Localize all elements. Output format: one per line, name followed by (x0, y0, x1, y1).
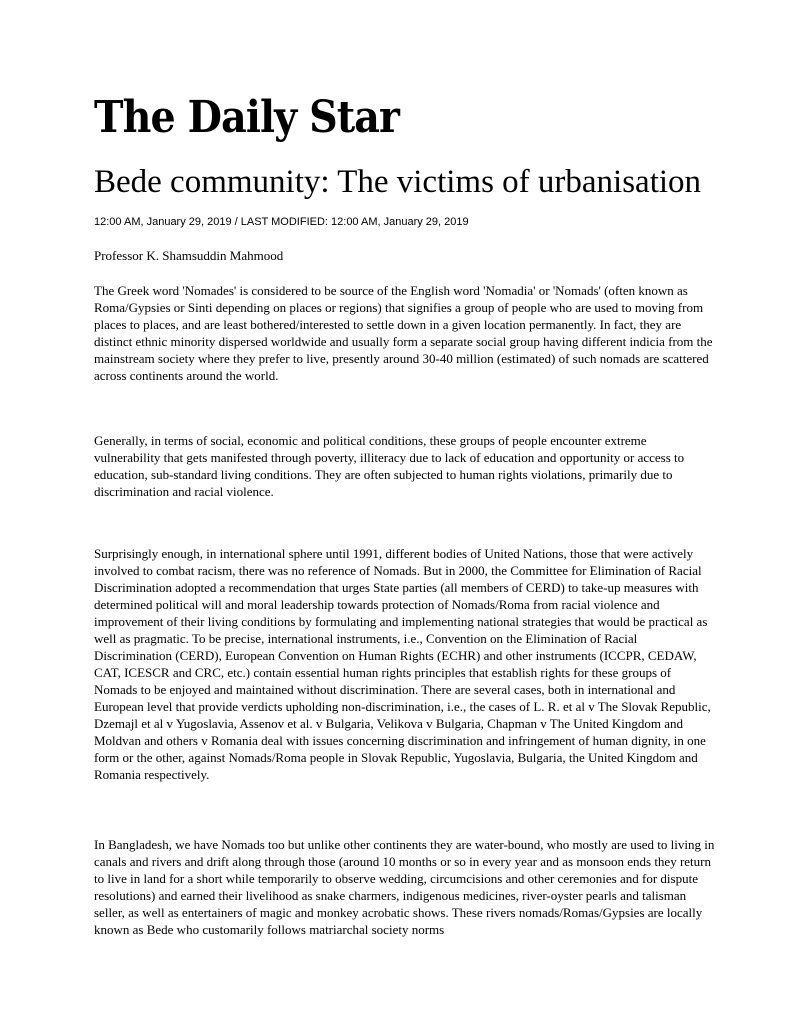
article-dateline: 12:00 AM, January 29, 2019 / LAST MODIFIED: 12:00 AM, January 29, 2019 (94, 216, 469, 228)
article-paragraph: The Greek word 'Nomades' is considered to be source of the English word 'Nomadia' or 'Nomads' (often known as Roma/Gypsies or Sinti depending on places or regions) that signifies a group of people who are used to moving from places to places, and are least bothered/interested to settle down in a given location permanently. In fact, they are distinct ethnic minority dispersed worldwide and usually form a separate social group having different indicia from the mainstream society where they prefer to live, presently around 30-40 million (estimated) of such nomads are scattered across continents around the world. (94, 283, 713, 383)
article-paragraph: Generally, in terms of social, economic and political conditions, these groups of people encounter extreme vulnerability that gets manifested through poverty, illiteracy due to lack of education and opportunity or access to education, sub-standard living conditions. They are often subjected to human rights violations, primarily due to discrimination and racial violence. (94, 433, 685, 499)
article-author: Professor K. Shamsuddin Mahmood (94, 248, 284, 263)
article-title: Bede community: The victims of urbanisation (94, 164, 702, 200)
article-paragraph: Surprisingly enough, in international sphere until 1991, different bodies of United Nations, those that were actively involved to combat racism, there was no reference of Nomads. But in 2000, the Committee for Elimination of Racial Discrimination adopted a recommendation that urges State parties (all members of CERD) to take-up measures with determined political will and moral leadership towards protection of Nomads/Roma from racial violence and improvement of their living conditions by formulating and implementing national strategies that would be practical as well as pragmatic. To be precise, international instruments, i.e., Convention on the Elimination of Racial Discrimination (CERD), European Convention on Human Rights (ECHR) and other instruments (ICCPR, CEDAW, CAT, ICESCR and CRC, etc.) contain essential human rights principles that establish rights for these groups of Nomads to be enjoyed and maintained without discrimination. There are several cases, both in international and European level that provide verdicts upholding non-discrimination, i.e., the cases of L. R. et al v The Slovak Republic, Dzemajl et al v Yugoslavia, Assenov et al. v Bulgaria, Velikova v Bulgaria, Chapman v The United Kingdom and Moldvan and others v Romania deal with issues concerning discrimination and infringement of human dignity, in one form or the other, against Nomads/Roma people in Slovak Republic, Yugoslavia, Bulgaria, the United Kingdom and Romania respectively. (94, 546, 711, 782)
article-paragraph: In Bangladesh, we have Nomads too but unlike other continents they are water-bound, who mostly are used to living in canals and rivers and drift along through those (around 10 months or so in every year and as monsoon ends they return to live in land for a short while temporarily to observe wedding, circumcisions and other ceremonies and for dispute resolutions) and earned their livelihood as snake charmers, indigenous medicines, river-oyster pearls and talisman seller, as well as entertainers of magic and monkey acrobatic shows. These rivers nomads/Romas/Gypsies are locally known as Bede who customarily follows matriarchal society norms (94, 837, 715, 937)
masthead-logo: The Daily Star (94, 92, 399, 143)
